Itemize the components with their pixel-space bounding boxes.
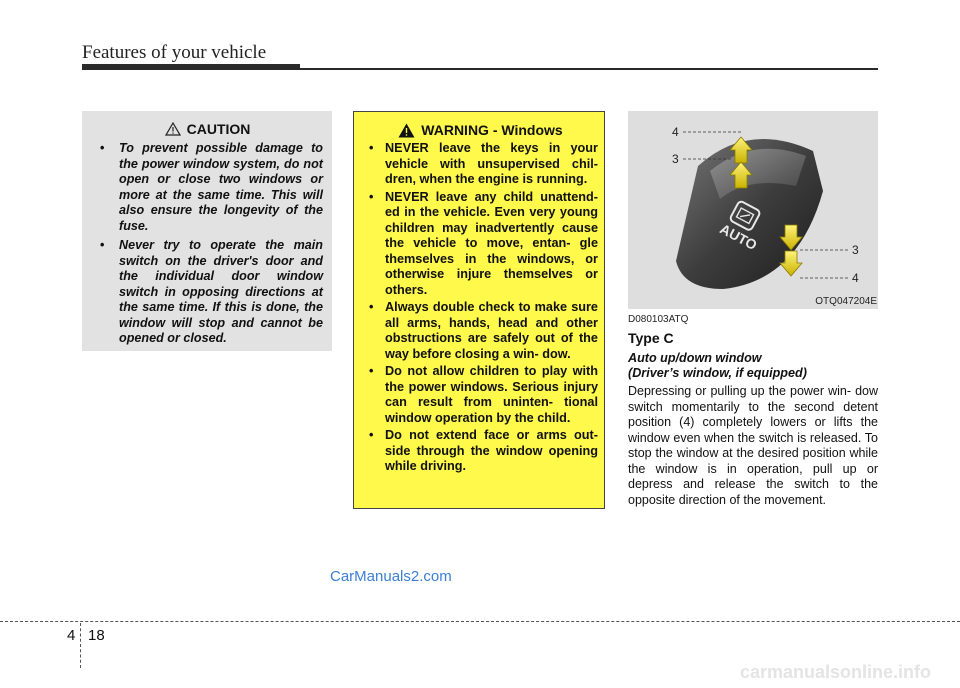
warning-item: • Always double check to make sure all arms, hands, head and other obstructions are safely out of the way before closing a win- dow. — [363, 300, 598, 362]
caution-box — [82, 111, 332, 351]
warning-item: • NEVER leave any child unattend- ed in the vehicle. Even very young children may inadvertently cause the vehicle to move, entan- gle themselves in the windows, or otherwise injure themselves or others. — [363, 190, 598, 299]
figure-code: OTQ047204E — [815, 296, 877, 307]
header-rule — [82, 68, 878, 70]
warning-list — [363, 141, 598, 475]
header-title: Features of your vehicle — [82, 42, 267, 63]
caution-item: • Never try to operate the main switch on the driver's door and the individual door window switch in opposing directions at the same time. If this is done, the window will stop and cannot be opened or closed. — [92, 238, 323, 347]
section-subtitle — [628, 351, 807, 380]
watermark-link[interactable]: CarManuals2.com — [330, 568, 452, 585]
caution-triangle-icon — [165, 122, 181, 136]
caution-title: CAUTION — [186, 121, 251, 137]
warning-item: • Do not allow children to play with the power windows. Serious injury can result from uninten- tional window operation by the child. — [363, 364, 598, 426]
page-number: 18 — [88, 627, 105, 644]
window-switch-figure — [628, 111, 878, 309]
warning-item: • Do not extend face or arms out- side through the window opening while driving. — [363, 428, 598, 475]
warning-header — [363, 122, 598, 138]
site-watermark: carmanualsonline.info — [740, 662, 932, 682]
subtitle-line: (Driver’s window, if equipped) — [628, 365, 807, 380]
warning-triangle-icon — [398, 123, 415, 138]
label-down-3: 3 — [852, 243, 859, 257]
label-down-4: 4 — [852, 271, 859, 285]
section-code: D080103ATQ — [628, 314, 689, 325]
auto-button-label: AUTO — [717, 220, 760, 254]
caution-header — [92, 121, 323, 137]
page-chapter: 4 — [67, 627, 76, 644]
warning-title: WARNING - Windows — [421, 122, 563, 138]
subtitle-line: Auto up/down window — [628, 351, 762, 365]
footer-divider — [80, 623, 81, 668]
warning-item: • NEVER leave the keys in your vehicle with unsupervised chil- dren, when the engine is running. — [363, 141, 598, 188]
label-up-3: 3 — [672, 152, 679, 166]
warning-box — [353, 111, 605, 509]
section-body: Depressing or pulling up the power win- dow switch momentarily to the second detent position (4) completely lowers or lifts the window even when the switch is released. To stop the window at the desired position while the window is in operation, pull up or depress and release the switch to the opposite direction of the movement. — [628, 384, 878, 507]
caution-list — [92, 141, 323, 347]
label-up-4: 4 — [672, 125, 679, 139]
caution-item: • To prevent possible damage to the power window system, do not open or close two windows or more at the same time. This will also ensure the longevity of the fuse. — [92, 141, 323, 234]
window-switch-illustration — [628, 111, 878, 309]
footer-rule — [0, 621, 960, 622]
section-title: Type C — [628, 330, 674, 346]
